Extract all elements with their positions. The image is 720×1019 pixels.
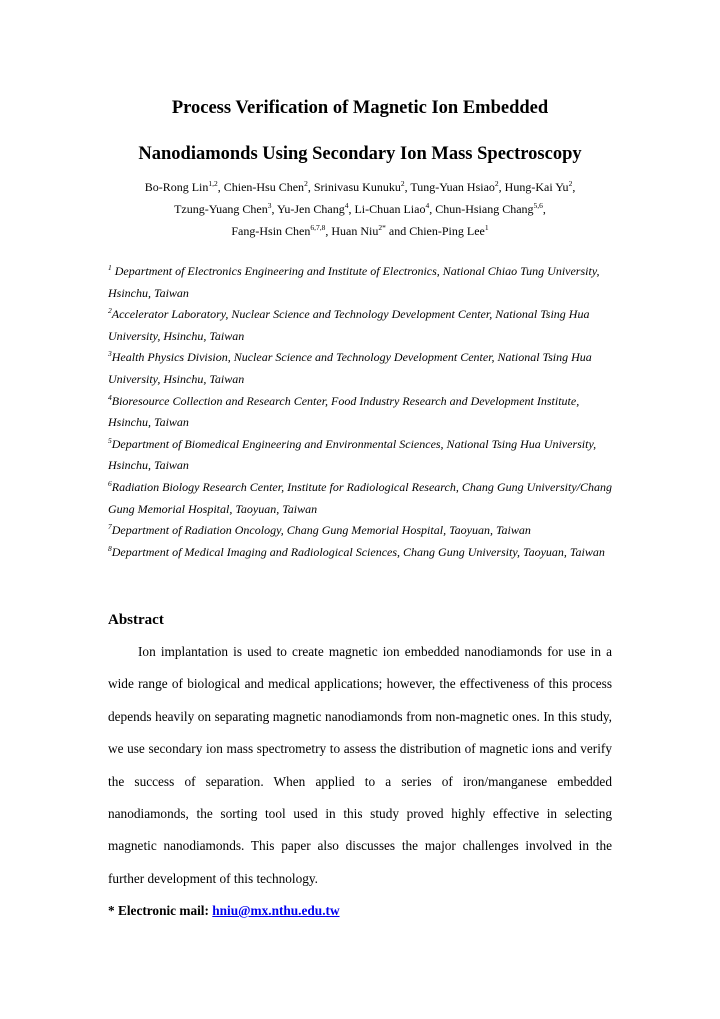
author-line bbox=[80, 198, 640, 220]
email-label: * Electronic mail: bbox=[108, 903, 213, 918]
abstract-heading: Abstract bbox=[108, 612, 164, 628]
author-separator: , bbox=[572, 180, 576, 194]
email-link[interactable]: hniu@mx.nthu.edu.tw bbox=[212, 903, 340, 918]
affiliation-text: Radiation Biology Research Center, Institute for Radiological Research, Chang Gung University/Chang Gung Memorial Hospital, Taoyuan, Taiwan bbox=[108, 479, 612, 516]
author-name: Li-Chuan Liao bbox=[354, 202, 426, 216]
author-name: Chun-Hsiang Chang bbox=[435, 202, 534, 216]
author-affiliation-mark: 2* bbox=[378, 223, 386, 232]
author-line bbox=[80, 176, 640, 198]
affiliation-text: Department of Medical Imaging and Radiological Sciences, Chang Gung University, Taoyuan, Taiwan bbox=[111, 544, 605, 559]
author-name: Yu-Jen Chang bbox=[277, 202, 345, 216]
author-affiliation-mark: 2 bbox=[400, 179, 405, 188]
author-affiliation-mark: 1 bbox=[484, 223, 489, 232]
affiliation-item bbox=[108, 261, 612, 304]
author-separator: , bbox=[348, 202, 355, 216]
affiliation-number: 7 bbox=[108, 522, 112, 532]
affiliation-number: 3 bbox=[108, 349, 112, 359]
paper-title-line-2: Nanodiamonds Using Secondary Ion Mass Spectroscopy bbox=[138, 144, 582, 164]
author-separator: , bbox=[307, 180, 314, 194]
affiliation-item bbox=[108, 391, 612, 434]
author-separator: , bbox=[542, 202, 546, 216]
author-name: Tung-Yuan Hsiao bbox=[410, 180, 495, 194]
author-name: Chien-Ping Lee bbox=[409, 224, 485, 238]
affiliation-text: Accelerator Laboratory, Nuclear Science and Technology Development Center, National Tsing Hua University, Hsinchu, Taiwan bbox=[108, 307, 590, 343]
affiliation-item bbox=[108, 304, 612, 347]
author-name: Bo-Rong Lin bbox=[144, 180, 209, 194]
author-affiliation-mark: 3 bbox=[267, 201, 272, 210]
affiliation-list bbox=[108, 261, 612, 563]
author-name: Huan Niu bbox=[331, 224, 379, 238]
affiliation-number: 5 bbox=[108, 435, 112, 445]
affiliation-text: Bioresource Collection and Research Center, Food Industry Research and Development Institute, Hsinchu, Taiwan bbox=[108, 393, 580, 430]
author-affiliation-mark: 4 bbox=[425, 201, 430, 210]
author-affiliation-mark: 2 bbox=[304, 179, 308, 188]
affiliation-item bbox=[108, 542, 612, 564]
affiliation-text: Department of Biomedical Engineering and Environmental Sciences, National Tsing Hua University, Hsinchu, Taiwan bbox=[108, 436, 597, 473]
author-separator: , bbox=[429, 202, 436, 216]
author-affiliation-mark: 2 bbox=[568, 179, 573, 188]
author-affiliation-mark: 2 bbox=[494, 179, 499, 188]
affiliation-text: Department of Radiation Oncology, Chang Gung Memorial Hospital, Taoyuan, Taiwan bbox=[111, 523, 531, 538]
author-line bbox=[80, 220, 640, 242]
author-list bbox=[80, 176, 640, 242]
author-name: Chien-Hsu Chen bbox=[223, 180, 305, 194]
author-affiliation-mark: 6,7,8 bbox=[310, 223, 326, 232]
author-name: Hung-Kai Yu bbox=[504, 180, 569, 194]
author-separator: , bbox=[404, 180, 411, 194]
author-separator: , bbox=[498, 180, 505, 194]
affiliation-number: 4 bbox=[108, 392, 112, 402]
affiliation-text: Health Physics Division, Nuclear Science and Technology Development Center, National Tsing Hua University, Hsinchu, Taiwan bbox=[108, 350, 592, 386]
affiliation-text: Department of Electronics Engineering and Institute of Electronics, National Chiao Tung University, Hsinchu, Taiwan bbox=[108, 264, 600, 300]
affiliation-number: 1 bbox=[108, 263, 112, 272]
author-affiliation-mark: 1,2 bbox=[208, 179, 218, 188]
author-separator: , bbox=[271, 202, 278, 216]
author-separator: , bbox=[217, 180, 224, 194]
author-name: Srinivasu Kunuku bbox=[313, 180, 401, 194]
author-separator: , bbox=[325, 224, 332, 238]
paper-title-line-1: Process Verification of Magnetic Ion Embedded bbox=[171, 98, 549, 118]
affiliation-number: 2 bbox=[108, 306, 112, 316]
corresponding-contact bbox=[108, 902, 340, 920]
author-affiliation-mark: 4 bbox=[344, 201, 349, 210]
author-name: Tzung-Yuang Chen bbox=[174, 202, 268, 216]
author-name: Fang-Hsin Chen bbox=[231, 224, 311, 238]
abstract-body: Ion implantation is used to create magnetic ion embedded nanodiamonds for use in a wide range of biological and medical applications; however, the effectiveness of this process depends heavily on separating magnetic nanodiamonds from non-magnetic ones. In this study, we use secondary ion mass spectrometry to assess the distribution of magnetic ions and verify the success of separation. When applied to a series of iron/manganese embedded nanodiamonds, the sorting tool used in this study proved highly effective in selecting magnetic nanodiamonds. This paper also discusses the major challenges involved in the further development of this technology. bbox=[108, 644, 612, 886]
affiliation-item bbox=[108, 520, 612, 542]
affiliation-item bbox=[108, 347, 612, 390]
affiliation-item bbox=[108, 477, 612, 520]
affiliation-number: 6 bbox=[108, 478, 112, 488]
author-affiliation-mark: 5,6 bbox=[533, 201, 543, 210]
affiliation-number: 8 bbox=[108, 543, 112, 553]
affiliation-item bbox=[108, 434, 612, 477]
author-separator: and bbox=[385, 224, 410, 238]
